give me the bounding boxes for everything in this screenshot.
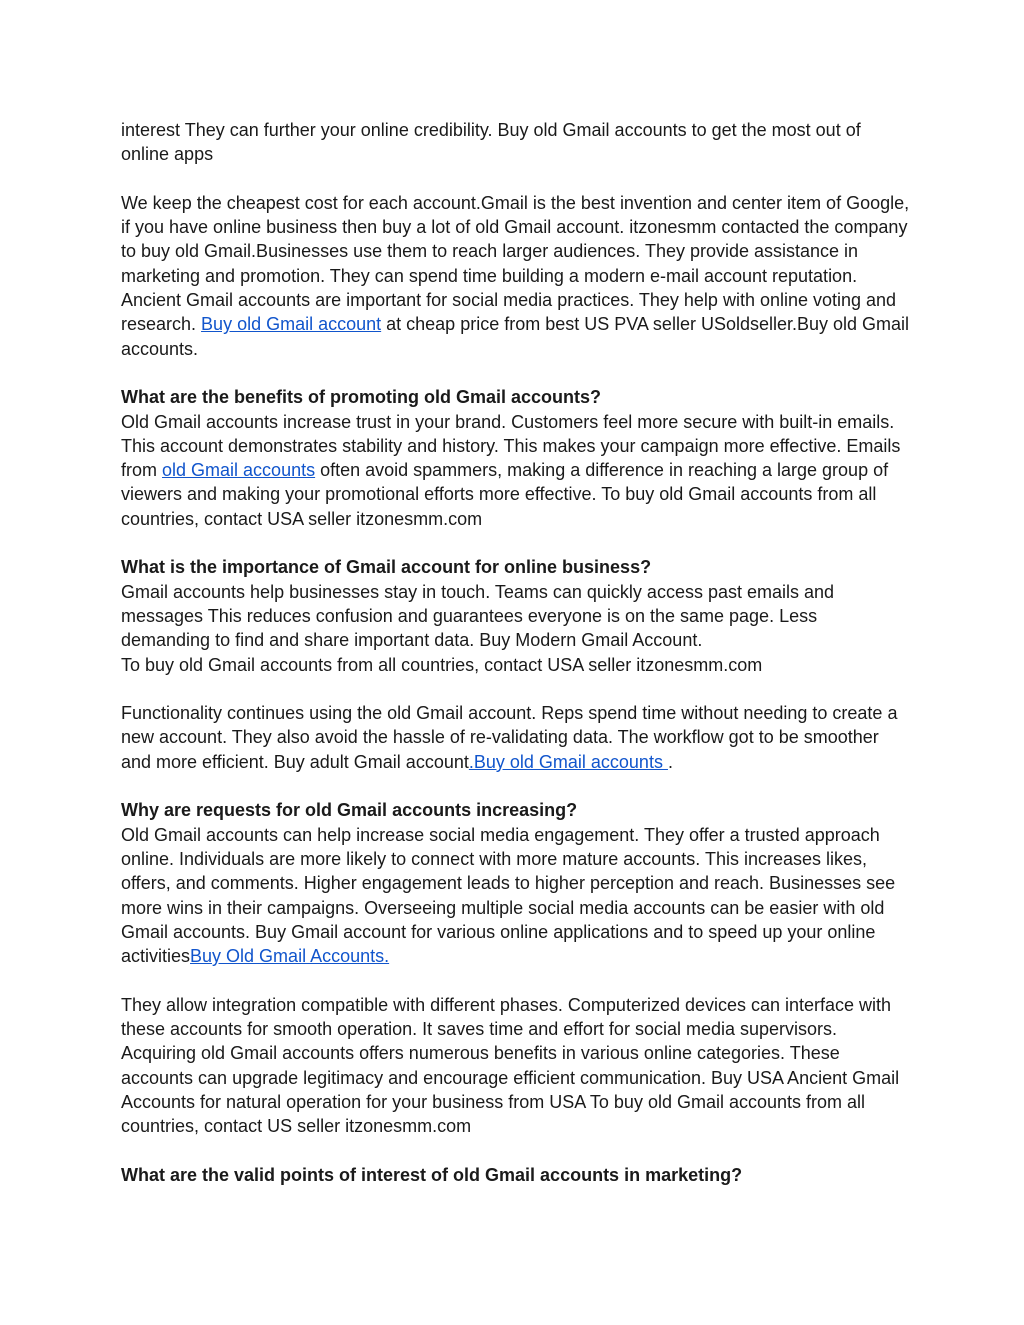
paragraph-gap	[121, 968, 911, 992]
paragraph-text: often avoid spammers, making a difference in reaching a large group of viewers and making your promotional efforts more effective. To buy old Gmail accounts from all countries, contact USA seller itzonesmm.com	[121, 460, 889, 529]
paragraph-importance: Gmail accounts help businesses stay in touch. Teams can quickly access past emails and messages This reduces confusion and guarantees everyone is on the same page. Less demanding to find and share important data. Buy Modern Gmail Account.	[121, 581, 835, 651]
buy-old-gmail-accounts-link[interactable]: .Buy old Gmail accounts	[468, 751, 668, 772]
paragraph-requests	[121, 823, 911, 969]
paragraph-cheapest-cost	[121, 191, 911, 361]
old-gmail-accounts-link[interactable]: old Gmail accounts	[162, 460, 316, 481]
heading-benefits: What are the benefits of promoting old Gmail accounts?	[121, 387, 602, 408]
paragraph-contact: To buy old Gmail accounts from all countries, contact USA seller itzonesmm.com	[121, 654, 763, 675]
paragraph-gap	[121, 677, 911, 701]
paragraph-text: .	[667, 751, 673, 772]
paragraph-text: We keep the cheapest cost for each account.Gmail is the best invention and center item of Google, if you have online business then buy a lot of old Gmail account. itzonesmm contacted the company to buy old Gmail.Businesses use them to reach larger audiences. They provide assistance in marketing and promotion. They can spend time building a modern e-mail account reputation. Ancient Gmail accounts are important for social media practices. They help with online voting and research.	[121, 192, 910, 335]
paragraph-gap	[121, 167, 911, 191]
paragraph-gap	[121, 774, 911, 798]
paragraph-functionality	[121, 701, 911, 774]
paragraph-gap	[121, 531, 911, 555]
buy-old-gmail-account-link[interactable]: Buy old Gmail account	[201, 314, 382, 335]
paragraph-text: Old Gmail accounts can help increase social media engagement. They offer a trusted approach online. Individuals are more likely to connect with more mature accounts. This increases likes, offers, and comments. Higher engagement leads to higher perception and reach. Businesses see more wins in their campaigns. Overseeing multiple social media accounts can be easier with old Gmail accounts. Buy Gmail account for various online applications and to speed up your online activities	[121, 824, 896, 967]
buy-old-gmail-accounts-link-2[interactable]: Buy Old Gmail Accounts.	[190, 946, 390, 967]
paragraph-benefits	[121, 410, 911, 531]
heading-marketing: What are the valid points of interest of old Gmail accounts in marketing?	[121, 1164, 743, 1185]
heading-importance: What is the importance of Gmail account for online business?	[121, 557, 652, 578]
paragraph-text: at cheap price from best US PVA seller USoldseller.Buy old Gmail accounts.	[121, 314, 910, 359]
paragraph-integration: They allow integration compatible with different phases. Computerized devices can interface with these accounts for smooth operation. It saves time and effort for social media supervisors. Acquiring old Gmail accounts offers numerous benefits in various online categories. These accounts can upgrade legitimacy and encourage efficient communication. Buy USA Ancient Gmail Accounts for natural operation for your business from USA To buy old Gmail accounts from all countries, contact US seller itzonesmm.com	[121, 994, 900, 1137]
document-page	[121, 118, 911, 1187]
heading-requests: Why are requests for old Gmail accounts increasing?	[121, 800, 578, 821]
paragraph-text: Old Gmail accounts increase trust in your brand. Customers feel more secure with built-in emails. This account demonstrates stability and history. This makes your campaign more effective. Emails from	[121, 411, 901, 481]
paragraph-gap	[121, 361, 911, 385]
paragraph-intro-continued: interest They can further your online credibility. Buy old Gmail accounts to get the most out of online apps	[121, 120, 861, 165]
paragraph-text: Functionality continues using the old Gmail account. Reps spend time without needing to create a new account. They also avoid the hassle of re-validating data. The workflow got to be smoother and more efficient. Buy adult Gmail account	[121, 703, 898, 772]
paragraph-gap	[121, 1138, 911, 1162]
